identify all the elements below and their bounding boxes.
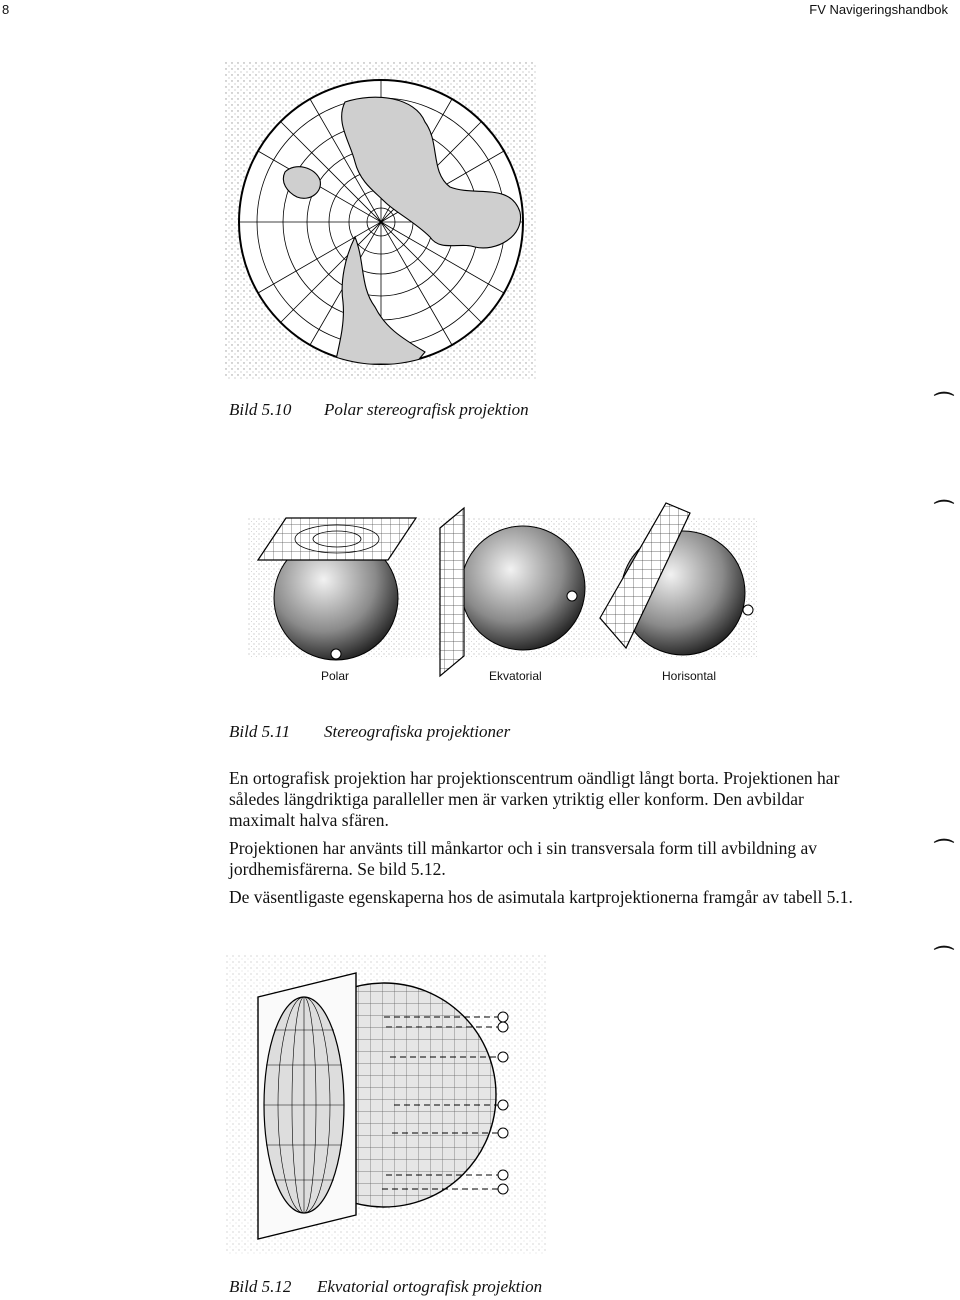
- label-polar: Polar: [321, 669, 350, 683]
- caption-number: Bild 5.11: [229, 722, 291, 741]
- figure-5-11-caption: [229, 722, 510, 742]
- stereographic-projections-figure: [228, 488, 768, 688]
- caption-number: Bild 5.12: [229, 1277, 292, 1296]
- polar-stereographic-map: [225, 62, 537, 380]
- body-text: [229, 768, 869, 915]
- caption-text: Stereografiska projektioner: [324, 722, 511, 741]
- orthographic-projection-figure: [226, 955, 546, 1255]
- margin-mark: ⌒: [934, 946, 954, 968]
- figure-5-10-caption: [229, 400, 529, 420]
- label-horisontal: Horisontal: [662, 669, 717, 683]
- paragraph: En ortografisk projektion har projektionscentrum oändligt långt borta. Projektionen har således längdriktiga paralleller men är varken ytriktig eller konform. Den avbildar maximalt halva sfären.: [229, 768, 840, 830]
- caption-number: Bild 5.10: [229, 400, 292, 419]
- margin-mark: ⌒: [934, 500, 954, 522]
- figure-5-12-caption: [229, 1277, 542, 1297]
- running-title: FV Navigeringshandbok: [809, 2, 948, 17]
- label-ekvatorial: Ekvatorial: [489, 669, 542, 683]
- caption-text: Polar stereografisk projektion: [324, 400, 529, 419]
- caption-text: Ekvatorial ortografisk projektion: [317, 1277, 543, 1296]
- margin-mark: ⌒: [934, 839, 954, 861]
- paragraph: De väsentligaste egenskaperna hos de asimutala kartprojektionerna framgår av tabell 5.1.: [229, 887, 853, 907]
- paragraph: Projektionen har använts till månkartor och i sin transversala form till avbildning av jordhemisfärerna. Se bild 5.12.: [229, 838, 818, 879]
- page-number: 8: [2, 2, 10, 17]
- margin-mark: ⌒: [934, 392, 954, 414]
